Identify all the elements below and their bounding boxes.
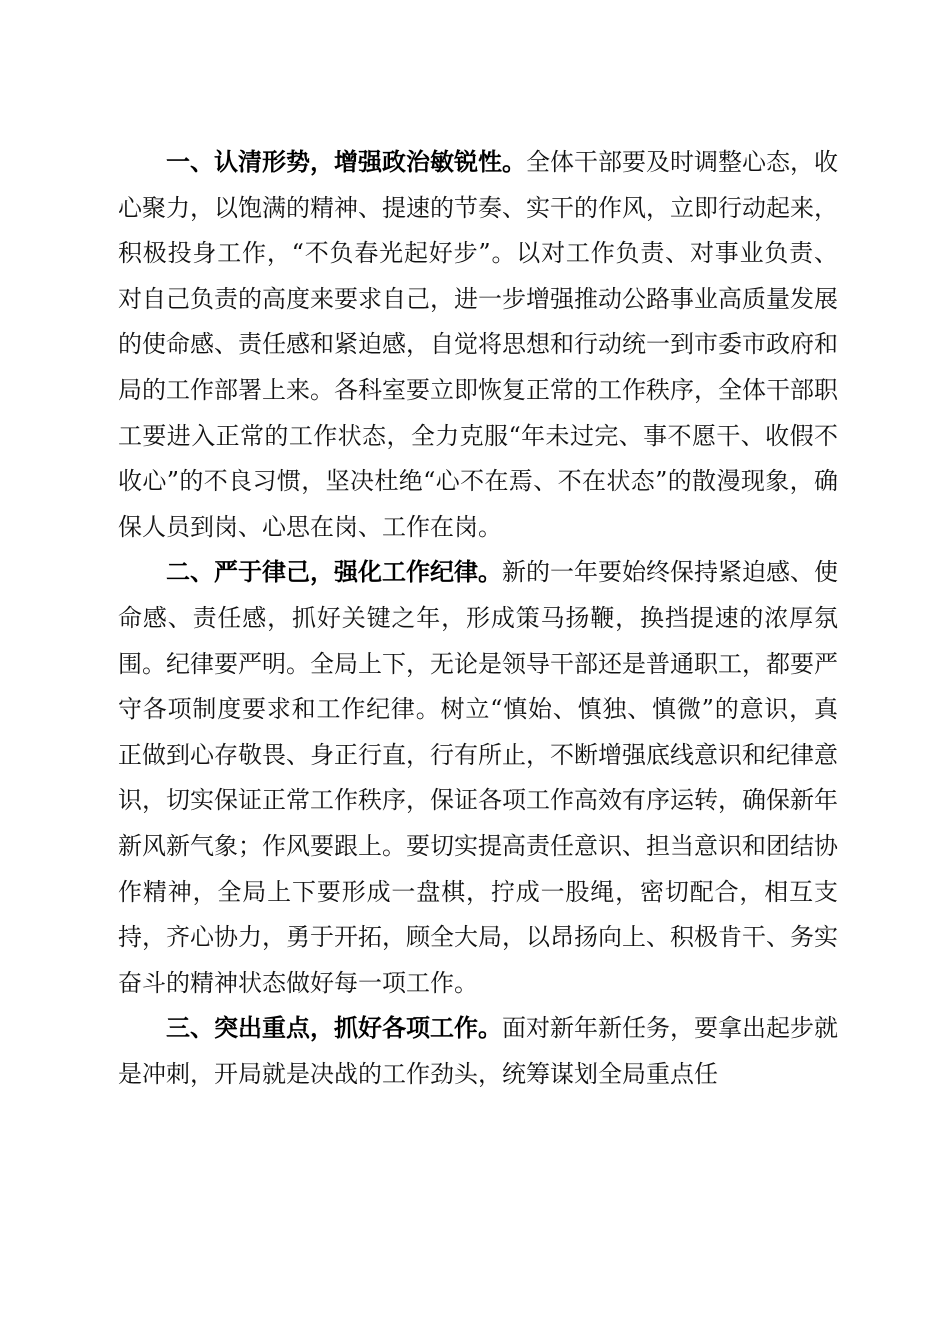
paragraph-3-heading: 三、突出重点，抓好各项工作。 (166, 1014, 502, 1043)
paragraph-2-heading: 二、严于律己，强化工作纪律。 (166, 558, 502, 587)
paragraph-2-text: 新的一年要始终保持紧迫感、使命感、责任感，抓好关键之年，形成策马扬鞭，换挡提速的浓厚氛围。纪律要严明。全局上下，无论是领导干部还是普通职工，都要严守各项制度要求和工作纪律。树立“慎始、慎独、慎微”的意识，真正做到心存敬畏、身正行直，行有所止，不断增强底线意识和纪律意识，切实保证正常工作秩序，保证各项工作高效有序运转，确保新年新风新气象；作风要跟上。要切实提高责任意识、担当意识和团结协作精神，全局上下要形成一盘棋，拧成一股绳，密切配合，相互支持，齐心协力，勇于开拓，顾全大局，以昂扬向上、积极肯干、务实奋斗的精神状态做好每一项工作。 (118, 558, 838, 997)
paragraph-3 (118, 1006, 838, 1097)
document-body (118, 140, 838, 1097)
paragraph-1 (118, 140, 838, 550)
paragraph-2 (118, 550, 838, 1006)
paragraph-1-heading: 一、认清形势，增强政治敏锐性。 (166, 148, 526, 176)
paragraph-1-text: 全体干部要及时调整心态，收心聚力，以饱满的精神、提速的节奏、实干的作风，立即行动起来，积极投身工作，“不负春光起好步”。以对工作负责、对事业负责、对自己负责的高度来要求自己，进一步增强推动公路事业高质量发展的使命感、责任感和紧迫感，自觉将思想和行动统一到市委市政府和局的工作部署上来。各科室要立即恢复正常的工作秩序，全体干部职工要进入正常的工作状态，全力克服“年未过完、事不愿干、收假不收心”的不良习惯，坚决杜绝“心不在焉、不在状态”的散漫现象，确保人员到岗、心思在岗、工作在岗。 (118, 148, 838, 541)
paragraph-3-text: 面对新年新任务，要拿出起步就是冲刺，开局就是决战的工作劲头，统筹谋划全局重点任 (118, 1014, 838, 1088)
